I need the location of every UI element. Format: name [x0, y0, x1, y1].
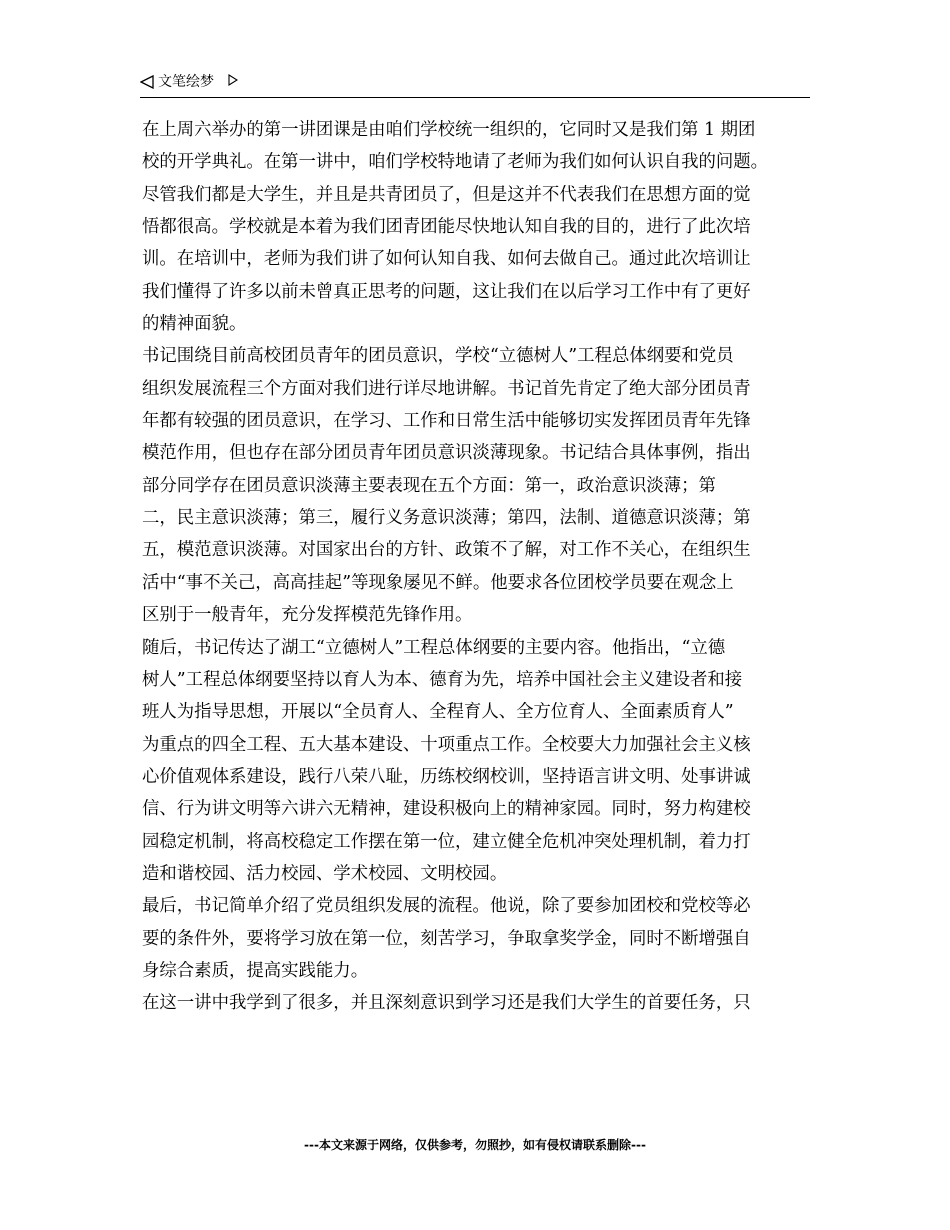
text-line: 要的条件外，要将学习放在第一位，刻苦学习，争取拿奖学金，同时不断增强自 — [142, 928, 751, 949]
text-line: 身综合素质，提高实践能力。 — [142, 960, 369, 981]
body-text — [142, 114, 814, 1020]
text-line: 为重点的四全工程、五大基本建设、十项重点工作。全校要大力加强社会主义核 — [142, 734, 751, 755]
triangle-right-outline-icon — [228, 74, 238, 86]
text-line: 模范作用，但也存在部分团员青年团员意识淡薄现象。书记结合具体事例，指出 — [142, 443, 751, 464]
text-line: 活中“事不关己，高高挂起”等现象屡见不鲜。他要求各位团校学员要在观念上 — [142, 572, 734, 593]
page-header — [140, 71, 810, 98]
text-line: 五，模范意识淡薄。对国家出台的方针、政策不了解，对工作不关心，在组织生 — [142, 540, 751, 561]
text-line: 的精神面貌。 — [142, 314, 247, 335]
text-line: 年都有较强的团员意识，在学习、工作和日常生活中能够切实发挥团员青年先锋 — [142, 411, 751, 432]
text-line: 信、行为讲文明等六讲六无精神，建设积极向上的精神家园。同时，努力构建校 — [142, 799, 751, 820]
text-line: 造和谐校园、活力校园、学术校园、文明校园。 — [142, 863, 508, 884]
text-line: 在这一讲中我学到了很多，并且深刻意识到学习还是我们大学生的首要任务，只 — [142, 993, 751, 1014]
text-line: 二，民主意识淡薄；第三，履行义务意识淡薄；第四，法制、道德意识淡薄；第 — [142, 508, 751, 529]
text-line: 随后，书记传达了湖工“立德树人”工程总体纲要的主要内容。他指出，“立德 — [142, 637, 726, 658]
text-line: 最后，书记简单介绍了党员组织发展的流程。他说，除了要参加团校和党校等必 — [142, 896, 751, 917]
text-line: 训。在培训中，老师为我们讲了如何认知自我、如何去做自己。通过此次培训让 — [142, 249, 751, 270]
text-line: 书记围绕目前高校团员青年的团员意识，学校“立德树人”工程总体纲要和党员 — [142, 346, 734, 367]
text-line: 尽管我们都是大学生，并且是共青团员了，但是这并不代表我们在思想方面的觉 — [142, 184, 751, 205]
header-brand: 文笔绘梦 — [158, 74, 214, 90]
text-line: 校的开学典礼。在第一讲中，咱们学校特地请了老师为我们如何认识自我的问题。 — [142, 152, 769, 173]
triangle-left-outline-icon — [140, 75, 154, 89]
text-line: 悟都很高。学校就是本着为我们团青团能尽快地认知自我的目的，进行了此次培 — [142, 217, 751, 238]
text-line: 区别于一般青年，充分发挥模范先锋作用。 — [142, 605, 473, 626]
text-line: 心价值观体系建设，践行八荣八耻，历练校纲校训，坚持语言讲文明、处事讲诚 — [142, 766, 751, 787]
page-footer-disclaimer: ---本文来源于网络，仅供参考，勿照抄，如有侵权请联系删除--- — [304, 1138, 646, 1152]
text-line: 我们懂得了许多以前未曾真正思考的问题，这让我们在以后学习工作中有了更好 — [142, 281, 751, 302]
text-line: 班人为指导思想，开展以“全员育人、全程育人、全方位育人、全面素质育人” — [142, 702, 734, 723]
text-line: 组织发展流程三个方面对我们进行详尽地讲解。书记首先肯定了绝大部分团员青 — [142, 378, 751, 399]
text-line: 在上周六举办的第一讲团课是由咱们学校统一组织的，它同时又是我们第 1 期团 — [142, 120, 756, 140]
text-line: 园稳定机制，将高校稳定工作摆在第一位，建立健全危机冲突处理机制，着力打 — [142, 831, 751, 852]
text-line: 部分同学存在团员意识淡薄主要表现在五个方面：第一，政治意识淡薄；第 — [142, 475, 716, 496]
text-line: 树人”工程总体纲要坚持以育人为本、德育为先，培养中国社会主义建设者和接 — [142, 669, 743, 690]
